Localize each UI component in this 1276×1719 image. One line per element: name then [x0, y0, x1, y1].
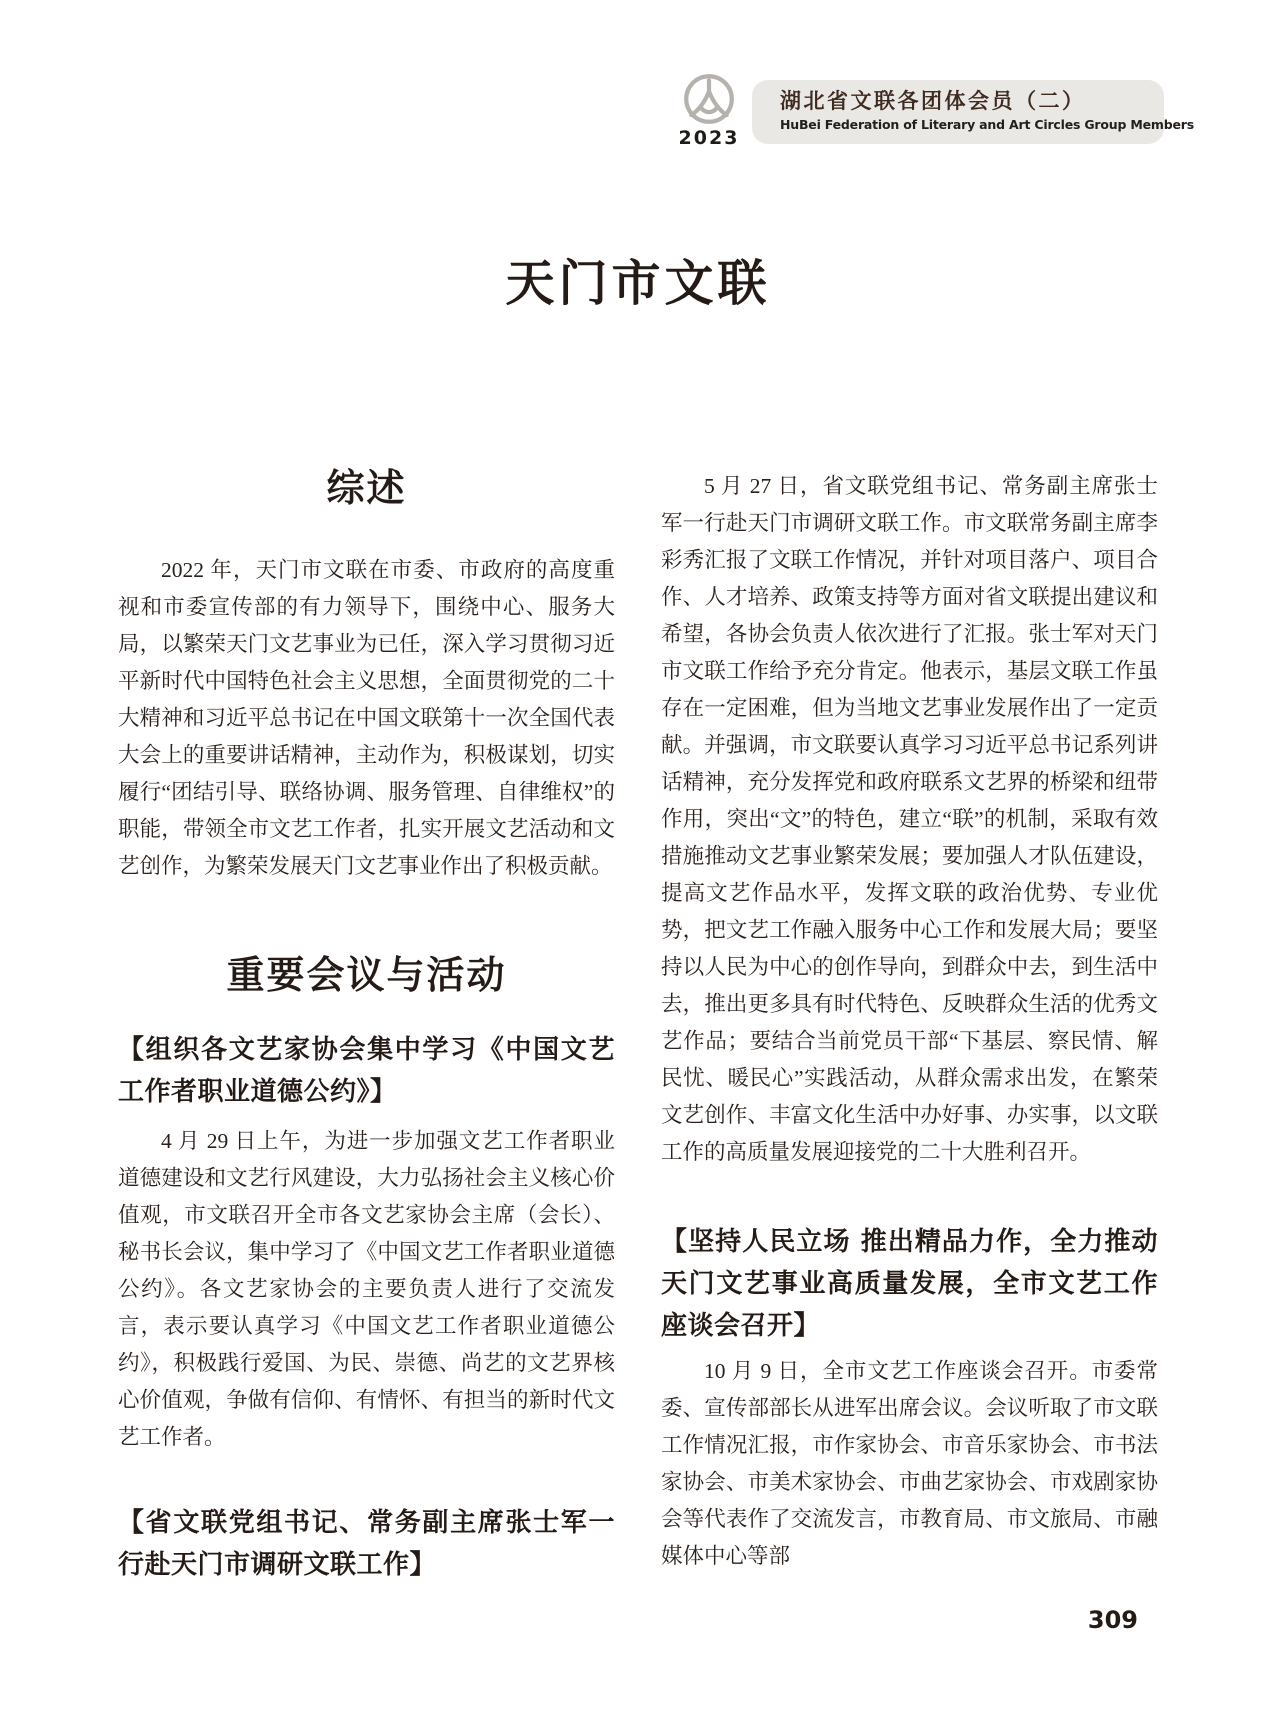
- content-columns: [118, 468, 1158, 1596]
- page-title: 天门市文联: [505, 255, 771, 311]
- meeting-item-1-body: 4 月 29 日上午，为进一步加强文艺工作者职业道德建设和文艺行风建设，大力弘扬社会主义核心价值观，市文联召开全市各文艺家协会主席（会长）、秘书长会议，集中学习了《中国文艺工作者职业道德公约》。各文艺家协会的主要负责人进行了交流发言，表示要认真学习《中国文艺工作者职业道德公约》，积极践行爱国、为民、崇德、尚艺的文艺界核心价值观，争做有信仰、有情怀、有担当的新时代文艺工作者。: [118, 1129, 615, 1449]
- meeting-item-2-body: 5 月 27 日，省文联党组书记、常务副主席张士军一行赴天门市调研文联工作。市文联常务副主席李彩秀汇报了文联工作情况，并针对项目落户、项目合作、人才培养、政策支持等方面对省文联提出建议和希望，各协会负责人依次进行了汇报。张士军对天门市文联工作给予充分肯定。他表示，基层文联工作虽存在一定困难，但为当地文艺事业发展作出了一定贡献。并强调，市文联要认真学习习近平总书记系列讲话精神，充分发挥党和政府联系文艺界的桥梁和纽带作用，突出“文”的特色，建立“联”的机制，采取有效措施推动文艺事业繁荣发展；要加强人才队伍建设，提高文艺作品水平，发挥文联的政治优势、专业优势，把文艺工作融入服务中心工作和发展大局；要坚持以人民为中心的创作导向，到群众中去，到生活中去，推出更多具有时代特色、反映群众生活的优秀文艺作品；要结合当前党员干部“下基层、察民情、解民忧、暖民心”实践活动，从群众需求出发，在繁荣文艺创作、丰富文化生活中办好事、办实事，以文联工作的高质量发展迎接党的二十大胜利召开。: [661, 474, 1158, 1164]
- meeting-item-2-title: 【省文联党组书记、常务副主席张士军一行赴天门市调研文联工作】: [118, 1508, 615, 1580]
- page-number: 309: [1087, 1606, 1138, 1634]
- logo-year: 2023: [678, 127, 740, 149]
- meeting-item-3-title: 【坚持人民立场 推出精品力作，全力推动天门文艺事业高质量发展，全市文艺工作座谈会召开】: [661, 1227, 1158, 1341]
- meetings-heading: 重要会议与活动: [226, 953, 507, 997]
- header-logo-block: [656, 72, 762, 149]
- right-column: [661, 468, 1158, 1596]
- wenlian-emblem-icon: [682, 72, 736, 126]
- left-column: [118, 468, 615, 1596]
- banner-title-cn: 湖北省文联各团体会员（二）: [780, 89, 1086, 113]
- overview-heading: 综述: [326, 466, 407, 510]
- overview-body: 2022 年，天门市文联在市委、市政府的高度重视和市委宣传部的有力领导下，围绕中心、服务大局，以繁荣天门文艺事业为已任，深入学习贯彻习近平新时代中国特色社会主义思想，全面贯彻党的二十大精神和习近平总书记在中国文联第十一次全国代表大会上的重要讲话精神，主动作为，积极谋划，切实履行“团结引导、联络协调、服务管理、自律维权”的职能，带领全市文艺工作者，扎实开展文艺活动和文艺创作，为繁荣发展天门文艺事业作出了积极贡献。: [118, 558, 615, 878]
- header-banner: [752, 80, 1194, 144]
- meeting-item-1-title: 【组织各文艺家协会集中学习《中国文艺工作者职业道德公约》】: [118, 1035, 615, 1107]
- meeting-item-3-body: 10 月 9 日，全市文艺工作座谈会召开。市委常委、宣传部部长从进军出席会议。会议听取了市文联工作情况汇报，市作家协会、市音乐家协会、市书法家协会、市美术家协会、市曲艺家协会、市戏剧家协会等代表作了交流发言，市教育局、市文旅局、市融媒体中心等部: [661, 1359, 1158, 1568]
- banner-title-en: HuBei Federation of Literary and Art Circles Group Members: [780, 117, 1194, 132]
